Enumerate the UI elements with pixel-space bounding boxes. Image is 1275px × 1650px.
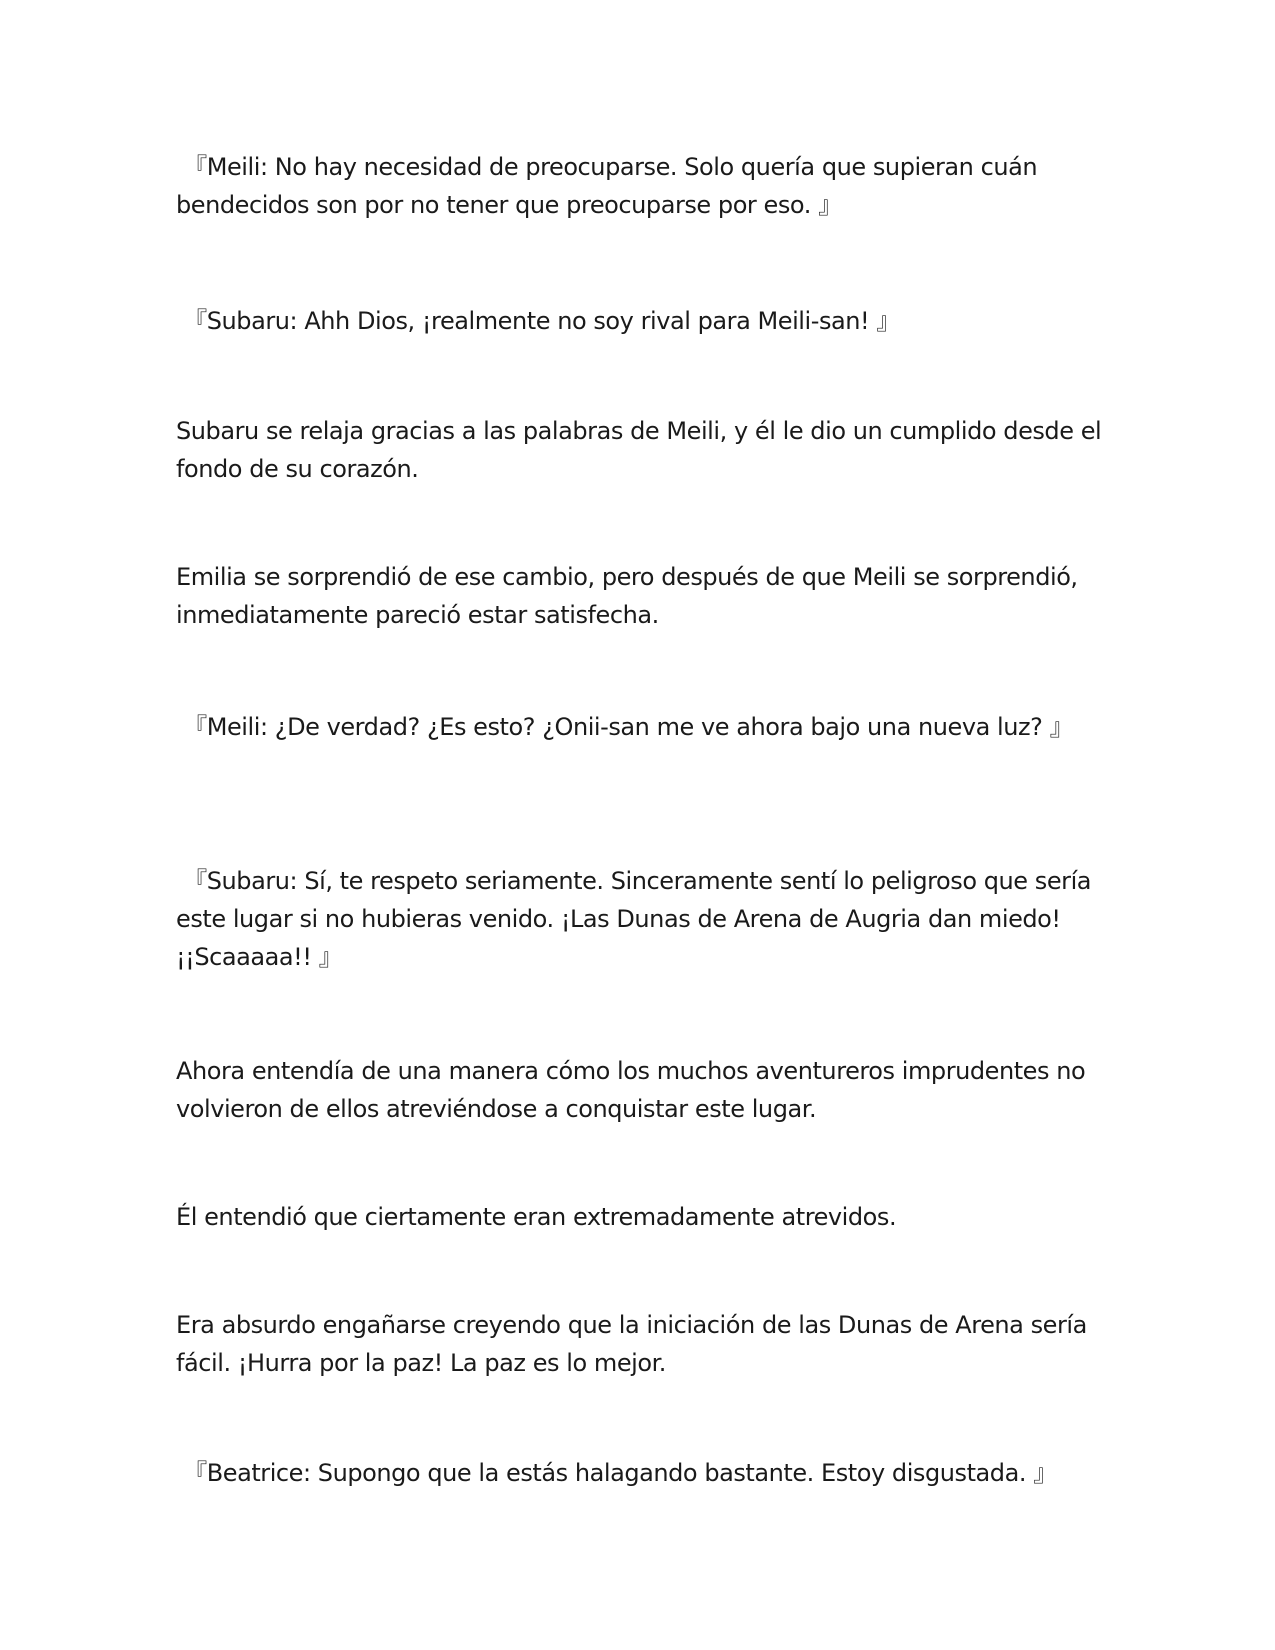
paragraph-narration-1: Subaru se relaja gracias a las palabras de Meili, y él le dio un cumplido desde el fondo de su corazón. bbox=[176, 417, 1109, 483]
paragraph-narration-2: Emilia se sorprendió de ese cambio, pero después de que Meili se sorprendió, inmediatamente pareció estar satisfecha. bbox=[176, 563, 1085, 629]
paragraph-subaru-dialogue-2: 『Subaru: Sí, te respeto seriamente. Sinceramente sentí lo peligroso que sería este lugar si no hubieras venido. ¡Las Dunas de Arena de Augria dan miedo! ¡¡Scaaaaa!! 』 bbox=[176, 867, 1099, 971]
paragraph-beatrice-dialogue-1: 『Beatrice: Supongo que la estás halagando bastante. Estoy disgustada. 』 bbox=[176, 1459, 1057, 1487]
paragraph-narration-5: Era absurdo engañarse creyendo que la iniciación de las Dunas de Arena sería fácil. ¡Hurra por la paz! La paz es lo mejor. bbox=[176, 1311, 1095, 1377]
paragraph-subaru-dialogue-1: 『Subaru: Ahh Dios, ¡realmente no soy rival para Meili-san! 』 bbox=[176, 307, 900, 335]
paragraph-meili-dialogue-2: 『Meili: ¿De verdad? ¿Es esto? ¿Onii-san me ve ahora bajo una nueva luz? 』 bbox=[176, 713, 1074, 741]
paragraph-meili-dialogue-1: 『Meili: No hay necesidad de preocuparse. Solo quería que supieran cuán bendecidos son por no tener que preocuparse por eso. 』 bbox=[176, 153, 1045, 219]
paragraph-narration-4: Él entendió que ciertamente eran extremadamente atrevidos. bbox=[176, 1203, 897, 1231]
paragraph-narration-3: Ahora entendía de una manera cómo los muchos aventureros imprudentes no volvieron de ellos atreviéndose a conquistar este lugar. bbox=[176, 1057, 1093, 1123]
